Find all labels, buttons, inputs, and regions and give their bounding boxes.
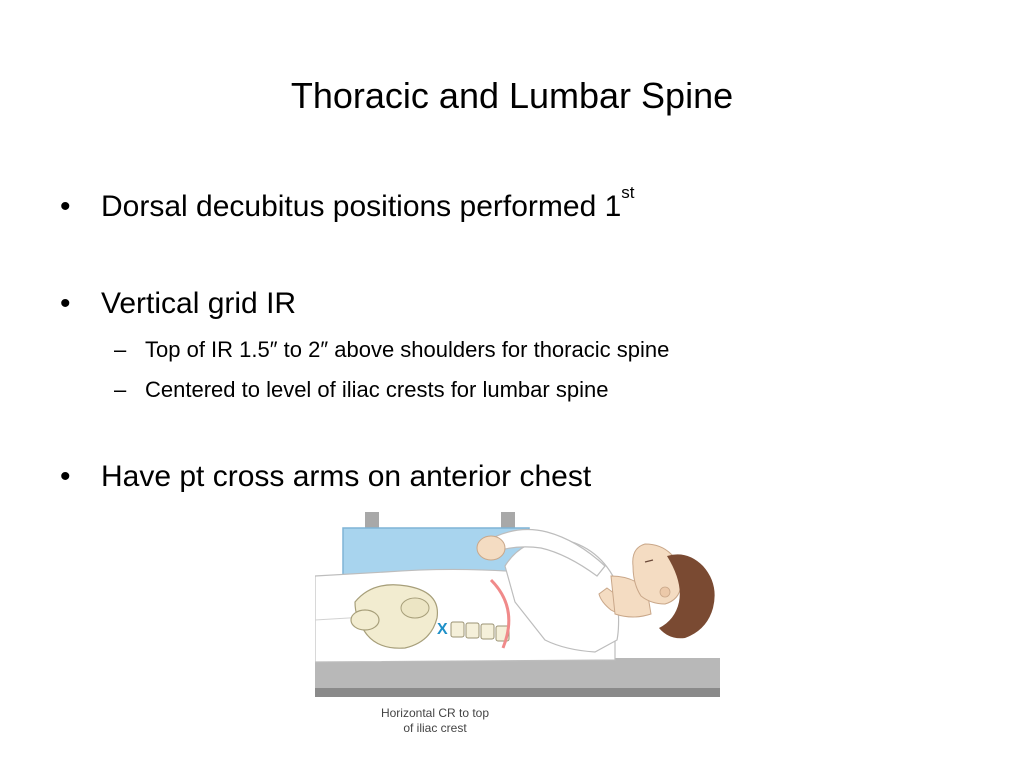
caption-line-1: Horizontal CR to top	[380, 706, 490, 720]
bullet-text	[101, 183, 635, 226]
sub-bullet-symbol: –	[114, 337, 127, 362]
table-edge	[315, 688, 720, 697]
patient-elbow	[477, 536, 505, 560]
femoral-head	[351, 610, 379, 630]
patient-ear	[660, 587, 670, 597]
patient-illustration-svg	[315, 510, 720, 700]
bullet-text: Vertical grid IR	[101, 287, 297, 320]
sacrum	[401, 598, 429, 618]
bullet-symbol: •	[60, 190, 71, 223]
patient-position-illustration	[315, 510, 720, 700]
bullet-text: Have pt cross arms on anterior chest	[101, 460, 592, 493]
bullet-symbol: •	[60, 460, 71, 493]
sub-bullet-text: Top of IR 1.5″ to 2″ above shoulders for thoracic spine	[145, 337, 670, 362]
cr-marker: X	[437, 621, 448, 638]
sub-bullet-text: Centered to level of iliac crests for lumbar spine	[145, 377, 609, 402]
sub-bullet-symbol: –	[114, 377, 127, 402]
bullet-symbol: •	[60, 287, 71, 320]
bullet-superscript: st	[621, 183, 635, 202]
slide-title: Thoracic and Lumbar Spine	[290, 75, 734, 116]
patient-face	[633, 544, 682, 604]
table-top	[315, 658, 720, 690]
bullet-text-main: Dorsal decubitus positions performed 1	[101, 190, 622, 223]
figure-caption	[360, 706, 510, 736]
caption-line-2: of iliac crest	[403, 721, 467, 735]
